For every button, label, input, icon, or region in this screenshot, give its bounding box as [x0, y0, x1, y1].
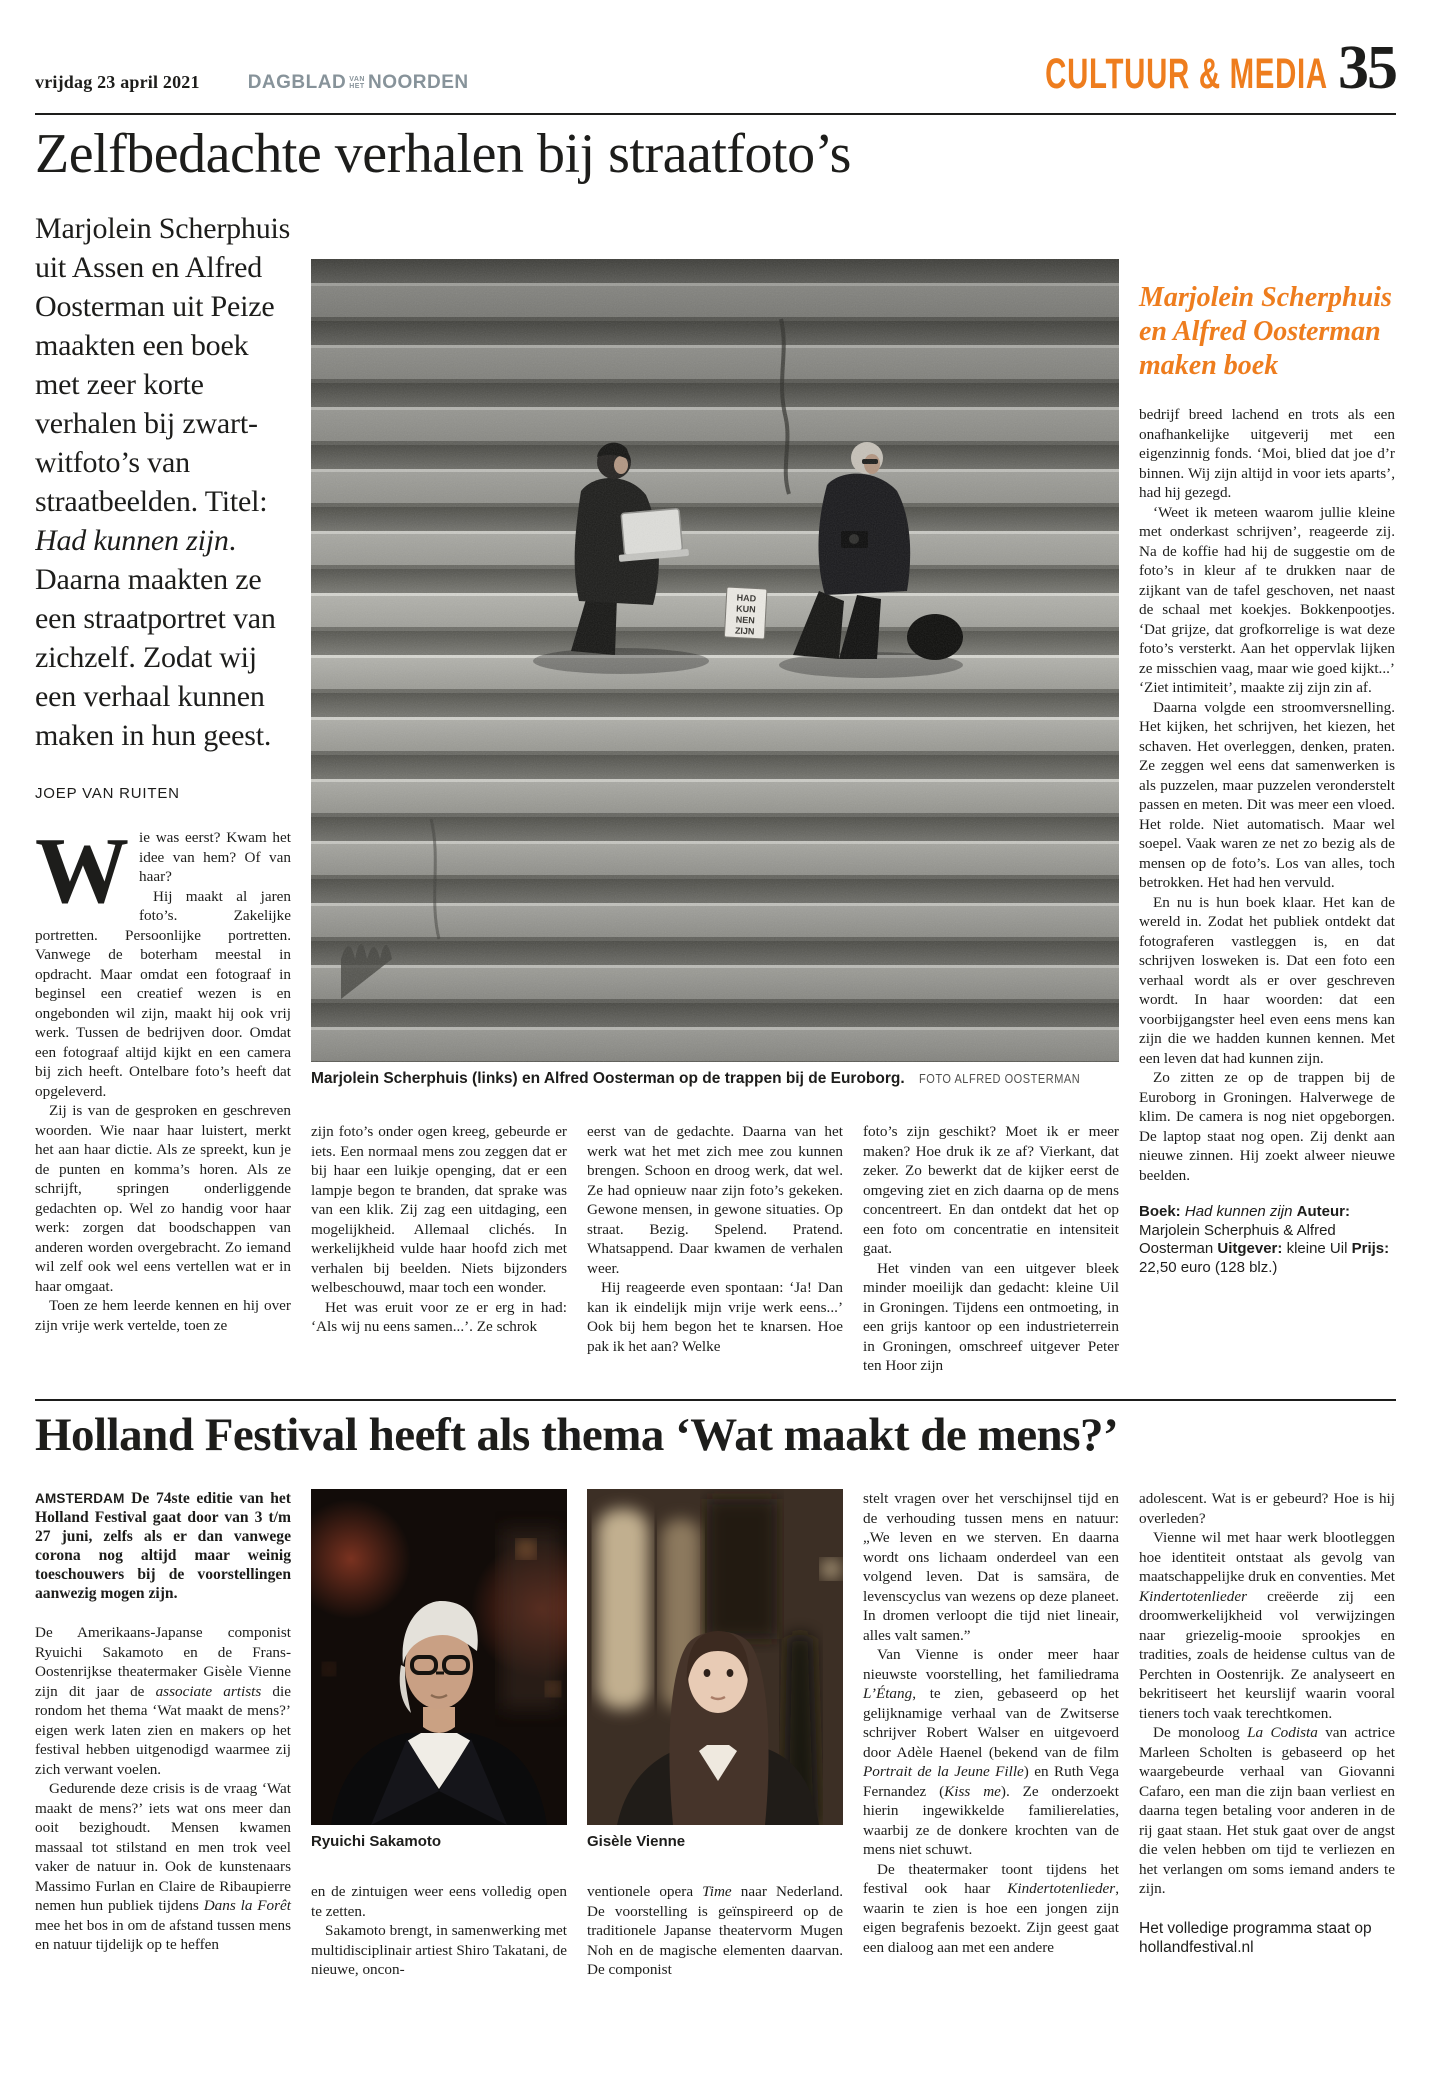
- body-paragraph: ventionele opera Time naar Nederland. De voorstelling is geïnspireerd op de traditionele Japanse theatervorm Mugen Noh en de magische elementen daarvan. De componist: [587, 1883, 843, 1978]
- body-paragraph: adolescent. Wat is er gebeurd? Hoe is hij overleden?: [1139, 1490, 1395, 1527]
- article1-column-2: [311, 1122, 567, 1398]
- svg-text:KUN: KUN: [735, 603, 756, 615]
- article1-column-5: [1139, 209, 1395, 1399]
- article2-headline: Holland Festival heeft als thema ‘Wat maakt de mens?’: [35, 1409, 1119, 1461]
- body-paragraph: eerst van de gedachte. Daarna van het werk wat het met zich mee zou kunnen brengen. Schoon en droog werk, dat wel. Ze had opnieuw naar zijn foto’s gekeken. Gewone mensen, in gewone situaties. Op straat. Bezig. Spelend. Pratend. Whatsappend. Daar kwamen de verhalen weer.: [587, 1123, 843, 1277]
- body-paragraph: stelt vragen over het verschijnsel tijd en de verhouding tussen mens en natuur: „We leven en we sterven. En daarna wordt ons lichaam onderdeel van een volgend leven. Dat is samsära, de levenscyclus van wezens op deze planeet. In dromen verloopt die tijd niet lineair, alles valt samen.”: [863, 1490, 1119, 1644]
- masthead-logo: [248, 72, 469, 94]
- main-photo-steps: [311, 259, 1119, 1062]
- masthead-word: DAGBLAD: [247, 72, 347, 93]
- sakamoto-photo: [311, 1489, 567, 1825]
- body-paragraph: Het vinden van een uitgever bleek minder moeilijk dan gedacht: kleine Uil in Groningen. Tijdens een ontmoeting, in een grijs kantoor op een industrieterrein in Groningen, omschreef uitgever Peter ten Hoor zijn: [863, 1259, 1119, 1374]
- section-title: CULTUUR & MEDIA: [1045, 49, 1328, 97]
- article2-column-2: [311, 1489, 567, 2041]
- article2-column-3: [587, 1489, 843, 2041]
- article1-kicker: Marjolein Scherphuis en Alfred Oosterman maken boek: [1139, 282, 1392, 381]
- edition-date: vrijdag 23 april 2021: [35, 72, 200, 92]
- article1-middle: [311, 209, 1119, 1399]
- article2-col1-body: [35, 1623, 291, 1955]
- festival-url-note: Het volledige programma staat op hollandfestival.nl: [1139, 1919, 1372, 1956]
- article2-column-4: [863, 1489, 1119, 2041]
- svg-text:HAD: HAD: [736, 592, 757, 604]
- body-paragraph: Sakamoto brengt, in samenwerking met multidisciplinair artiest Shiro Takatani, de nieuwe, oncon-: [311, 1922, 567, 1978]
- body-paragraph: De monoloog La Codista van actrice Marleen Scholten is gebaseerd op het waargebeurde verhaal van Giovanni Cafaro, een man die zijn baan verliest en daarna tegen betaling voor anderen in de rij gaat staan. Het stuk gaat over de angst die velen hebben om tijd te verliezen en het verlangen om soms iemand anders te zijn.: [1139, 1724, 1395, 1897]
- body-paragraph: ‘Weet ik meteen waarom jullie kleine met onderkast schrijven’, reageerde zij. Na de koffie had hij de suggestie om de foto’s in kleur af te drukken naar de zijkant van de tafel geschoven, net naast de schaal met koekjes. Bokkenpootjes. ‘Dat grijze, dat grofkorrelige is wat deze foto’s versterkt. Aan het oppervlak lijken ze misschien vaag, maar wie goed kijkt...’ ‘Ziet intimiteit’, maakte zij zijn zin af.: [1139, 503, 1395, 696]
- body-paragraph: Zij is van de gesproken en geschreven woorden. Wie naar haar luistert, merkt het aan haar dictie. Als ze spreekt, kun je de punten en komma’s horen. Als ze schrijft, springen onderliggende gedachten op. Wel zo handig voor haar werk: zorgen dat boodschappen van anderen worden overgebracht. Zo iemand wil zelf ook wel eens vertellen wat er in haar omgaat.: [35, 1102, 291, 1295]
- sakamoto-caption: Ryuichi Sakamoto: [311, 1833, 442, 1850]
- article1-col5-body: [1139, 405, 1395, 1185]
- book-info: Boek: Had kunnen zijn Auteur: Marjolein Scherphuis & Alfred Oosterman Uitgever: kleine Uil Prijs: 22,50 euro (128 blz.): [1139, 1203, 1390, 1276]
- body-paragraph: Hij reageerde even spontaan: ‘Ja! Dan kan ik eindelijk mijn vrije werk eens...’ Ook bij hem begon het te knarsen. Hoe pak ik het aan? Welke: [587, 1279, 843, 1355]
- main-photo-caption-row: [311, 1070, 1119, 1088]
- svg-text:NEN: NEN: [735, 614, 756, 626]
- section-header: [924, 34, 1396, 102]
- photo-credit: FOTO ALFRED OOSTERMAN: [918, 1072, 1080, 1086]
- header-rule: [35, 113, 1396, 115]
- body-paragraph: En nu is hun boek klaar. Het kan de wereld in. Zodat het publiek ontdekt dat fotograferen vastleggen is, en dat schrijven losweken is. Dat een foto een verhaal wordt als er over geschreven wordt. In haar woorden: dat een voorbijgangster heel even eens mens kan zijn die we hadden kunnen kennen. Met een leven dat had kunnen zijn.: [1139, 893, 1395, 1067]
- body-paragraph: foto’s zijn geschikt? Moet ik er meer maken? Hoe druk ik ze af? Vierkant, dat zeker. Zo bewerkt dat de kijker eerst de omgeving ziet en zich daarna op de mens concentreert. En dan ontdekt dat het op een foto om concentratie en intensiteit gaat.: [863, 1123, 1119, 1257]
- body-paragraph: Gedurende deze crisis is de vraag ‘Wat maakt de mens?’ iets wat ons meer dan ooit bezighoudt. Mensen kwamen massaal tot stilstand en men trok veel vaker de natuur in. Ook de kunstenaars Massimo Furlan en Claire de Ribaupierre nemen hun publiek tijdens Dans la Forêt mee het bos in om de afstand tussen mens en natuur tijdelijk op te heffen: [35, 1780, 291, 1953]
- page-header: [35, 0, 1396, 113]
- dateline: AMSTERDAM: [35, 1491, 125, 1506]
- body-paragraph: Zo zitten ze op de trappen bij de Euroborg in Groningen. Halverwege de klim. De camera is nog niet opgeborgen. De laptop staat nog open. Zij denkt aan nieuwe zinnen. Hij zoekt alweer nieuwe beelden.: [1139, 1069, 1395, 1184]
- article2-col3-body: [587, 1882, 843, 1980]
- article2-lead: AMSTERDAM De 74ste editie van het Holland Festival gaat door van 3 t/m 27 juni, zelfs als er dan vanwege corona nog altijd maar weinig toeschouwers bij de voorstellingen aanwezig mogen zijn.: [35, 1490, 292, 1602]
- article1-column-1: [35, 209, 291, 1399]
- body-paragraph: Het was eruit voor ze er erg in had: ‘Als wij nu eens samen...’. Ze schrok: [311, 1298, 567, 1335]
- page-number: 35: [1338, 34, 1396, 102]
- body-paragraph: bedrijf breed lachend en trots als een onafhankelijke uitgeverij met een eigenzinnig fonds. ‘Moi, blied dat joe d’r binnen. Wij zijn altijd in voor iets aparts’, had hij gezegd.: [1139, 406, 1395, 501]
- article2-column-1: [35, 1489, 291, 2041]
- article2: [35, 1399, 1396, 2041]
- body-paragraph: Vienne wil met haar werk blootleggen hoe identiteit ontstaat als gevolg van maatschappelijke druk en conventies. Met Kindertotenlieder creëerde zij een droomwerkelijkheid vol verwijzingen naar griezelig-mooie sprookjes en tradities, zoals de heidense cultus van de Perchten in Oostenrijk. Ze analyseert en bekritiseert het keurslijf waarin vooral tieners toch vaak terechtkomen.: [1139, 1529, 1395, 1722]
- vienne-caption: Gisèle Vienne: [587, 1833, 686, 1850]
- body-paragraph: Hij maakt al jaren foto’s. Zakelijke portretten. Persoonlijke portretten. Vanwege de boterham meestal in opdracht. Maar omdat een fotograaf in beginsel een creatief wezen is en ongebonden wil zijn, maakt hij ook vrij werk. Tussen de bedrijven door. Omdat een fotograaf altijd kijkt en een camera bij zich heeft. Ontelbare foto’s heeft dat opgeleverd.: [35, 887, 291, 1100]
- article1-column-4: [863, 1122, 1119, 1398]
- article2-column-5: [1139, 1489, 1395, 2041]
- article1-column-3: [587, 1122, 843, 1398]
- body-paragraph: Toen ze hem leerde kennen en hij over zijn vrije werk vertelde, toen ze: [35, 1297, 291, 1334]
- masthead-van-het: VAN HET: [349, 76, 365, 90]
- article2-col5-body: [1139, 1489, 1395, 1899]
- article1-headline: Zelfbedachte verhalen bij straatfoto’s: [35, 123, 851, 185]
- article1-col1-body: [35, 819, 291, 1335]
- dropcap: W: [35, 819, 129, 923]
- vienne-photo: [587, 1489, 843, 1825]
- body-paragraph: Van Vienne is onder meer haar nieuwste voorstelling, het familiedrama L’Étang, te zien, gebaseerd op het gelijknamige verhaal van de Zwitserse schrijver Robert Walser en uitgevoerd door Adèle Haenel (bekend van de film Portrait de la Jeune Fille) en Ruth Vega Fernandez (Kiss me). Ze onderzoekt hierin ingewikkelde familierelaties, waarbij ze de donkere krochten van de mens niet schuwt.: [863, 1646, 1119, 1858]
- article1-intro: Marjolein Scherphuis uit Assen en Alfred Oosterman uit Peize maakten een boek met zeer korte verhalen bij zwart-witfoto’s van straatbeelden. Titel: Had kunnen zijn. Daarna maakten ze een straatportret van zichzelf. Zodat wij een verhaal kunnen maken in hun geest.: [35, 212, 291, 752]
- body-paragraph: Daarna volgde een stroomversnelling. Het kijken, het schrijven, het kiezen, het schaven. Het overleggen, denken, praten. Ze zeggen wel eens dat samenwerken is als puzzelen, maar puzzelen veronderstelt passen en meten. Dit was meer een vloed. Het rolde. Niet automatisch. Maar wel soepel. Vaak waren ze net zo bezig als de mensen op de foto’s. Los van alles, toch betrokken. Het had hen vervuld.: [1139, 698, 1395, 891]
- masthead-word: NOORDEN: [367, 72, 469, 93]
- svg-text:ZIJN: ZIJN: [734, 625, 755, 637]
- article1-byline: JOEP VAN RUITEN: [35, 785, 180, 802]
- article2-col2-body: [311, 1882, 567, 1980]
- article1: [35, 209, 1396, 1399]
- body-paragraph: De theatermaker toont tijdens het festival ook haar Kindertotenlieder, waarin te zien is hoe een jongen zijn eigen begrafenis bezoekt. Zijn geest gaat een dialoog aan met een andere: [863, 1860, 1119, 1956]
- body-paragraph: Wie was eerst? Kwam het idee van hem? Of van haar?: [35, 819, 291, 923]
- photo-caption: Marjolein Scherphuis (links) en Alfred Oosterman op de trappen bij de Euroborg.: [311, 1070, 905, 1087]
- article2-columns: [35, 1489, 1396, 2041]
- body-paragraph: De Amerikaans-Japanse componist Ryuichi Sakamoto en de Frans-Oostenrijkse theatermaker Gisèle Vienne zijn dit jaar de associate artists die rondom het thema ‘Wat maakt de mens?’ eigen werk laten zien en makers op het festival hebben uitgenodigd waarmee zij zich verwant voelen.: [35, 1624, 291, 1778]
- article1-bottom-columns: [311, 1122, 1119, 1398]
- body-paragraph: en de zintuigen weer eens volledig open te zetten.: [311, 1883, 567, 1920]
- body-paragraph: zijn foto’s onder ogen kreeg, gebeurde er iets. Een normaal mens zou zeggen dat er bij haar een luikje openging, dat er een lampje begon te branden, dat sprake was van een klik. Zij zag een uitdaging, een mogelijkheid. Allemaal clichés. In werkelijkheid vulde haar hoofd zich met verhalen bij beelden. Niets bijzonders welbeschouwd, maar toch een wonder.: [311, 1123, 567, 1296]
